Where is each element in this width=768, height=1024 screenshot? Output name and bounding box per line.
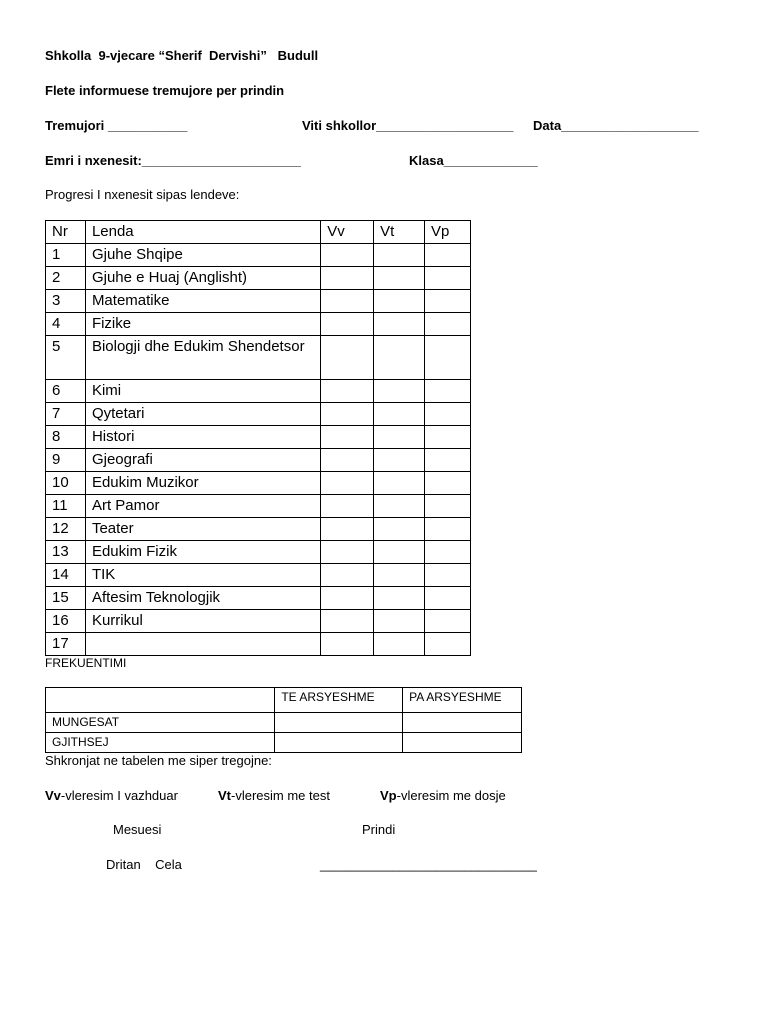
grade-cell-vt[interactable] (374, 449, 425, 472)
legend-vt-code: Vt (218, 788, 231, 803)
class-field: Klasa_____________ (409, 153, 538, 168)
grade-cell-vp[interactable] (425, 587, 471, 610)
table-row (46, 633, 471, 656)
col-header-lenda: Lenda (85, 221, 320, 244)
subject-name: Edukim Muzikor (85, 472, 320, 495)
grade-cell-vt[interactable] (374, 290, 425, 313)
parent-label: Prindi (362, 822, 396, 837)
grade-cell-vt[interactable] (374, 380, 425, 403)
grade-cell-vv[interactable] (321, 336, 374, 380)
grades-table (45, 220, 471, 656)
grade-cell-vv[interactable] (321, 541, 374, 564)
legend-vv-text: -vleresim I vazhduar (60, 788, 178, 803)
table-row (46, 290, 471, 313)
teacher-name: Dritan Cela (106, 857, 182, 872)
absence-unjustified-cell[interactable] (403, 713, 522, 733)
grade-cell-vt[interactable] (374, 313, 425, 336)
table-row (46, 426, 471, 449)
grade-cell-vp[interactable] (425, 495, 471, 518)
grade-cell-vv[interactable] (321, 290, 374, 313)
total-justified-cell[interactable] (275, 733, 403, 753)
grade-cell-vv[interactable] (321, 244, 374, 267)
table-row (46, 587, 471, 610)
absence-justified-cell[interactable] (275, 713, 403, 733)
table-row (46, 380, 471, 403)
row-number: 12 (46, 518, 86, 541)
subject-name: Art Pamor (85, 495, 320, 518)
subject-name[interactable] (85, 633, 320, 656)
subject-name: Gjeografi (85, 449, 320, 472)
grade-cell-vv[interactable] (321, 633, 374, 656)
parent-signature-line[interactable]: ______________________________ (320, 857, 537, 872)
subject-name: Kurrikul (85, 610, 320, 633)
row-number: 17 (46, 633, 86, 656)
row-label-gjithsej: GJITHSEJ (46, 733, 275, 753)
table-row (46, 610, 471, 633)
subject-name: Aftesim Teknologjik (85, 587, 320, 610)
grade-cell-vp[interactable] (425, 449, 471, 472)
legend-vp-text: -vleresim me dosje (396, 788, 506, 803)
grade-cell-vv[interactable] (321, 564, 374, 587)
row-number: 14 (46, 564, 86, 587)
grade-cell-vp[interactable] (425, 633, 471, 656)
attendance-header-row (46, 688, 522, 713)
row-number: 1 (46, 244, 86, 267)
legend-vv (45, 788, 178, 804)
grade-cell-vp[interactable] (425, 518, 471, 541)
row-number: 15 (46, 587, 86, 610)
grade-cell-vv[interactable] (321, 267, 374, 290)
grade-cell-vt[interactable] (374, 633, 425, 656)
total-unjustified-cell[interactable] (403, 733, 522, 753)
row-number: 10 (46, 472, 86, 495)
grade-cell-vp[interactable] (425, 472, 471, 495)
subject-name: Histori (85, 426, 320, 449)
grade-cell-vv[interactable] (321, 472, 374, 495)
document-title: Flete informuese tremujore per prindin (45, 83, 285, 98)
row-number: 4 (46, 313, 86, 336)
grade-cell-vv[interactable] (321, 403, 374, 426)
row-number: 6 (46, 380, 86, 403)
row-label-mungesat: MUNGESAT (46, 713, 275, 733)
legend-vp (380, 788, 506, 804)
grade-cell-vt[interactable] (374, 336, 425, 380)
table-row (46, 449, 471, 472)
grade-cell-vp[interactable] (425, 336, 471, 380)
progress-title: Progresi I nxenesit sipas lendeve: (45, 187, 240, 202)
col-header-justified: TE ARSYESHME (275, 688, 403, 713)
table-row (46, 518, 471, 541)
legend-intro: Shkronjat ne tabelen me siper tregojne: (45, 753, 272, 768)
grade-cell-vt[interactable] (374, 403, 425, 426)
subject-name: Gjuhe e Huaj (Anglisht) (85, 267, 320, 290)
subject-name: TIK (85, 564, 320, 587)
grade-cell-vt[interactable] (374, 426, 425, 449)
grades-header-row (46, 221, 471, 244)
grade-cell-vp[interactable] (425, 380, 471, 403)
grade-cell-vt[interactable] (374, 541, 425, 564)
col-header-vp: Vp (425, 221, 471, 244)
student-name-field: Emri i nxenesit:______________________ (45, 153, 301, 168)
row-number: 11 (46, 495, 86, 518)
row-number: 16 (46, 610, 86, 633)
subject-name: Edukim Fizik (85, 541, 320, 564)
school-year-field: Viti shkollor___________________ (302, 118, 514, 133)
subject-name: Kimi (85, 380, 320, 403)
grade-cell-vt[interactable] (374, 518, 425, 541)
table-row (46, 313, 471, 336)
grade-cell-vp[interactable] (425, 564, 471, 587)
subject-name: Matematike (85, 290, 320, 313)
table-row (46, 244, 471, 267)
subject-name: Fizike (85, 313, 320, 336)
row-number: 7 (46, 403, 86, 426)
legend-vt (218, 788, 330, 804)
grade-cell-vv[interactable] (321, 495, 374, 518)
table-row (46, 403, 471, 426)
row-number: 2 (46, 267, 86, 290)
grade-cell-vv[interactable] (321, 426, 374, 449)
row-number: 13 (46, 541, 86, 564)
tremujori-field: Tremujori ___________ (45, 118, 188, 133)
date-field: Data___________________ (533, 118, 699, 133)
grade-cell-vv[interactable] (321, 518, 374, 541)
grade-cell-vp[interactable] (425, 541, 471, 564)
grade-cell-vt[interactable] (374, 472, 425, 495)
grade-cell-vt[interactable] (374, 267, 425, 290)
row-number: 9 (46, 449, 86, 472)
grade-cell-vp[interactable] (425, 290, 471, 313)
grade-cell-vt[interactable] (374, 244, 425, 267)
col-header-vv: Vv (321, 221, 374, 244)
grade-cell-vt[interactable] (374, 495, 425, 518)
grade-cell-vp[interactable] (425, 426, 471, 449)
legend-vp-code: Vp (380, 788, 397, 803)
table-row (46, 713, 522, 733)
table-row (46, 733, 522, 753)
legend-vv-code: Vv (45, 788, 61, 803)
table-row (46, 495, 471, 518)
col-header-unjustified: PA ARSYESHME (403, 688, 522, 713)
row-number: 3 (46, 290, 86, 313)
attendance-title: FREKUENTIMI (45, 656, 127, 670)
grade-cell-vv[interactable] (321, 610, 374, 633)
grade-cell-vv[interactable] (321, 449, 374, 472)
school-name: Shkolla 9-vjecare “Sherif Dervishi” Budull (45, 48, 319, 63)
subject-name: Biologji dhe Edukim Shendetsor (85, 336, 320, 380)
table-row (46, 472, 471, 495)
grade-cell-vp[interactable] (425, 403, 471, 426)
grade-cell-vt[interactable] (374, 610, 425, 633)
grade-cell-vt[interactable] (374, 587, 425, 610)
col-header-nr: Nr (46, 221, 86, 244)
teacher-label: Mesuesi (113, 822, 162, 837)
grade-cell-vp[interactable] (425, 267, 471, 290)
row-number: 8 (46, 426, 86, 449)
grade-cell-vp[interactable] (425, 610, 471, 633)
subject-name: Gjuhe Shqipe (85, 244, 320, 267)
subject-name: Teater (85, 518, 320, 541)
legend-vt-text: -vleresim me test (231, 788, 330, 803)
table-row (46, 336, 471, 380)
table-row (46, 564, 471, 587)
row-number: 5 (46, 336, 86, 380)
col-header-vt: Vt (374, 221, 425, 244)
grade-cell-vv[interactable] (321, 380, 374, 403)
grade-cell-vv[interactable] (321, 313, 374, 336)
table-row (46, 541, 471, 564)
grade-cell-vv[interactable] (321, 587, 374, 610)
attendance-table (45, 687, 522, 753)
attendance-header-empty (46, 688, 275, 713)
subject-name: Qytetari (85, 403, 320, 426)
grade-cell-vp[interactable] (425, 244, 471, 267)
grade-cell-vt[interactable] (374, 564, 425, 587)
table-row (46, 267, 471, 290)
grade-cell-vp[interactable] (425, 313, 471, 336)
